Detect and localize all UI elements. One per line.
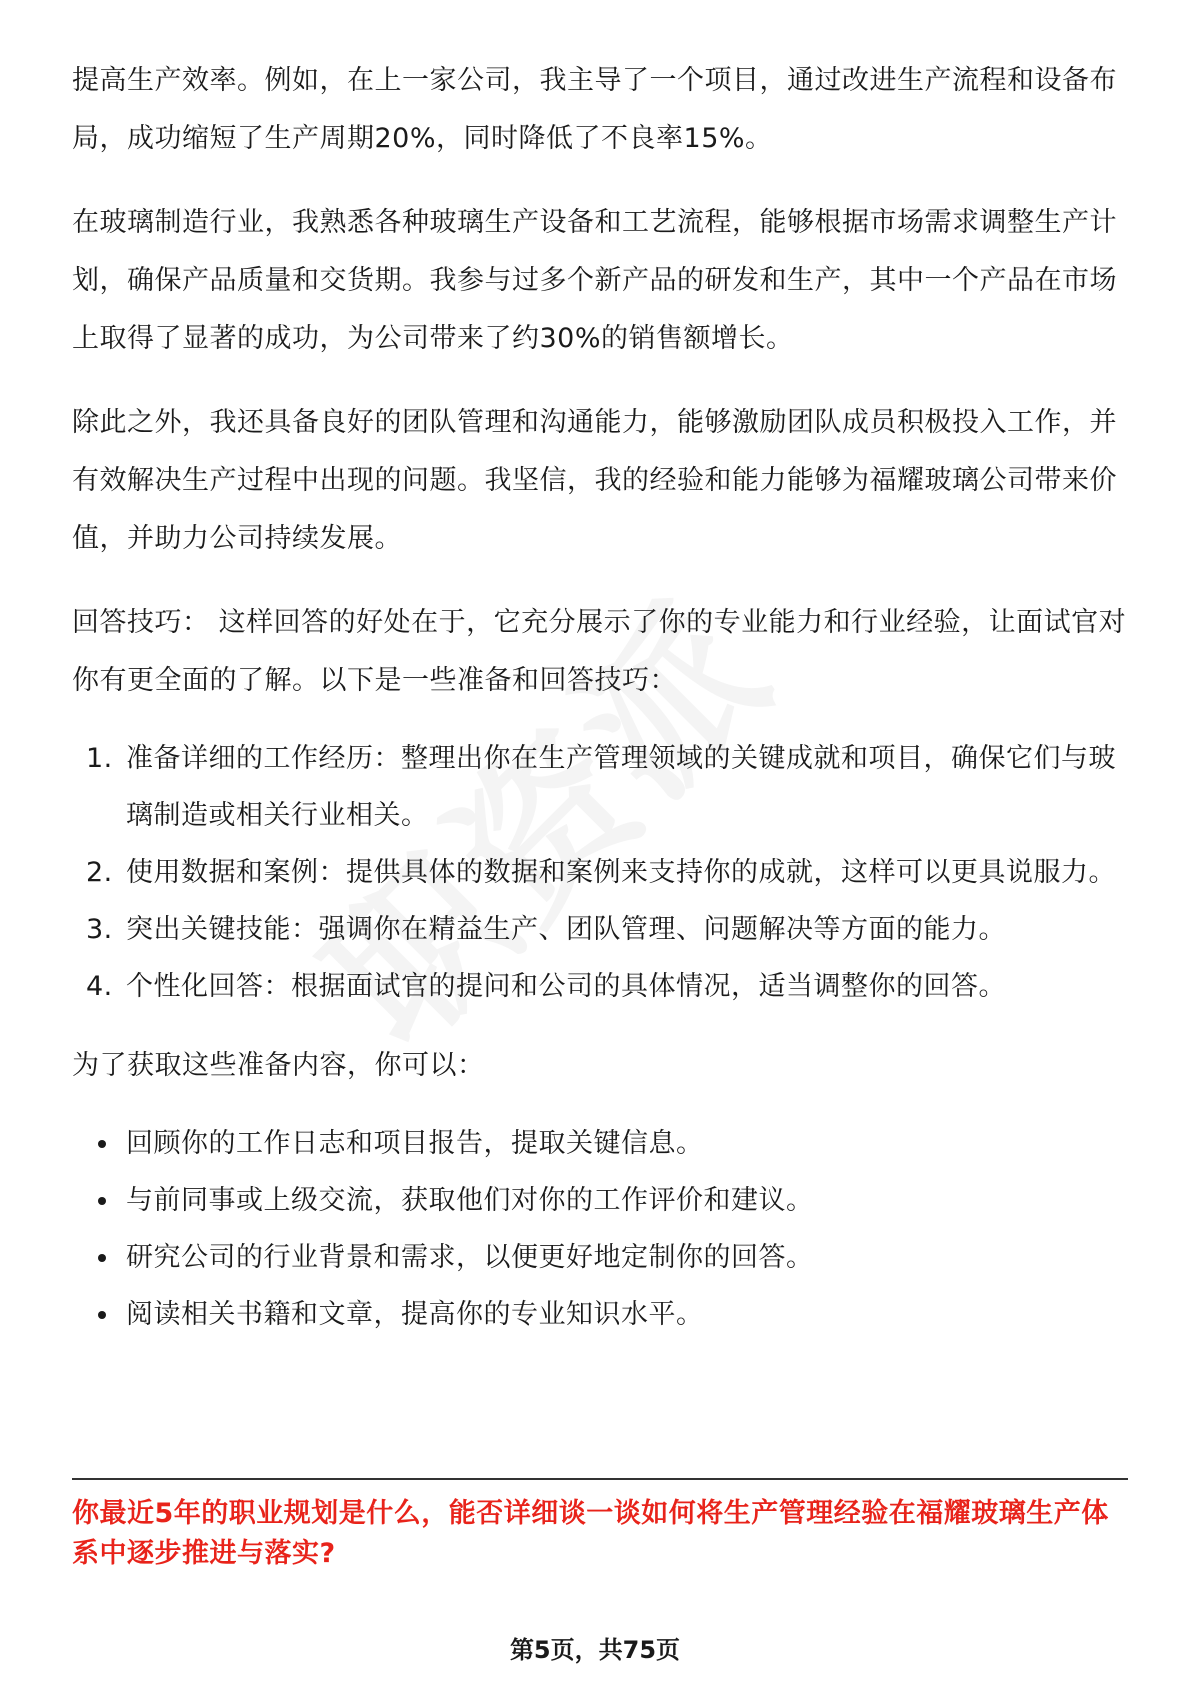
document-body — [72, 52, 1128, 1343]
bullet-icon — [98, 1311, 106, 1319]
list-number: 4. — [86, 971, 113, 1002]
bullet-icon — [98, 1254, 106, 1262]
list-item — [72, 730, 1128, 844]
list-number: 3. — [86, 914, 113, 945]
prep-list — [72, 1115, 1128, 1343]
list-number: 2. — [86, 857, 113, 888]
list-item-text: 突出关键技能：强调你在精益生产、团队管理、问题解决等方面的能力。 — [126, 914, 1006, 945]
list-item-text: 个性化回答：根据面试官的提问和公司的具体情况，适当调整你的回答。 — [126, 971, 1006, 1002]
list-item-text: 准备详细的工作经历：整理出你在生产管理领域的关键成就和项目，确保它们与玻璃制造或相关行业相关。 — [126, 743, 1116, 831]
paragraph-team-management: 除此之外，我还具备良好的团队管理和沟通能力，能够激励团队成员积极投入工作，并有效解决生产过程中出现的问题。我坚信，我的经验和能力能够为福耀玻璃公司带来价值，并助力公司持续发展。 — [72, 407, 1117, 554]
list-item — [72, 1286, 1128, 1343]
paragraph-efficiency: 提高生产效率。例如，在上一家公司，我主导了一个项目，通过改进生产流程和设备布局，成功缩短了生产周期20%，同时降低了不良率15%。 — [72, 65, 1117, 154]
page-footer: 第5页，共75页 — [509, 1636, 681, 1664]
list-item — [72, 958, 1128, 1015]
bullet-icon — [98, 1140, 106, 1148]
list-item-text: 与前同事或上级交流，获取他们对你的工作评价和建议。 — [126, 1185, 814, 1216]
list-item — [72, 1172, 1128, 1229]
bullet-icon — [98, 1197, 106, 1205]
next-question-heading: 你最近5年的职业规划是什么，能否详细谈一谈如何将生产管理经验在福耀玻璃生产体系中逐步推进与落实? — [72, 1498, 1109, 1569]
list-item — [72, 1229, 1128, 1286]
list-item-text: 使用数据和案例：提供具体的数据和案例来支持你的成就，这样可以更具说服力。 — [126, 857, 1116, 888]
tips-list — [72, 730, 1128, 1015]
list-item-text: 回顾你的工作日志和项目报告，提取关键信息。 — [126, 1128, 704, 1159]
list-item-text: 阅读相关书籍和文章，提高你的专业知识水平。 — [126, 1299, 704, 1330]
prep-intro: 为了获取这些准备内容，你可以： — [72, 1050, 485, 1081]
paragraph-answer-tips: 回答技巧： 这样回答的好处在于，它充分展示了你的专业能力和行业经验，让面试官对你有更全面的了解。以下是一些准备和回答技巧： — [72, 607, 1127, 696]
section-divider — [72, 1478, 1128, 1480]
list-item — [72, 1115, 1128, 1172]
list-item — [72, 901, 1128, 958]
list-item — [72, 844, 1128, 901]
paragraph-glass-industry: 在玻璃制造行业，我熟悉各种玻璃生产设备和工艺流程，能够根据市场需求调整生产计划，确保产品质量和交货期。我参与过多个新产品的研发和生产，其中一个产品在市场上取得了显著的成功，为公司带来了约30%的销售额增长。 — [72, 207, 1117, 354]
list-item-text: 研究公司的行业背景和需求，以便更好地定制你的回答。 — [126, 1242, 814, 1273]
list-number: 1. — [86, 743, 113, 774]
